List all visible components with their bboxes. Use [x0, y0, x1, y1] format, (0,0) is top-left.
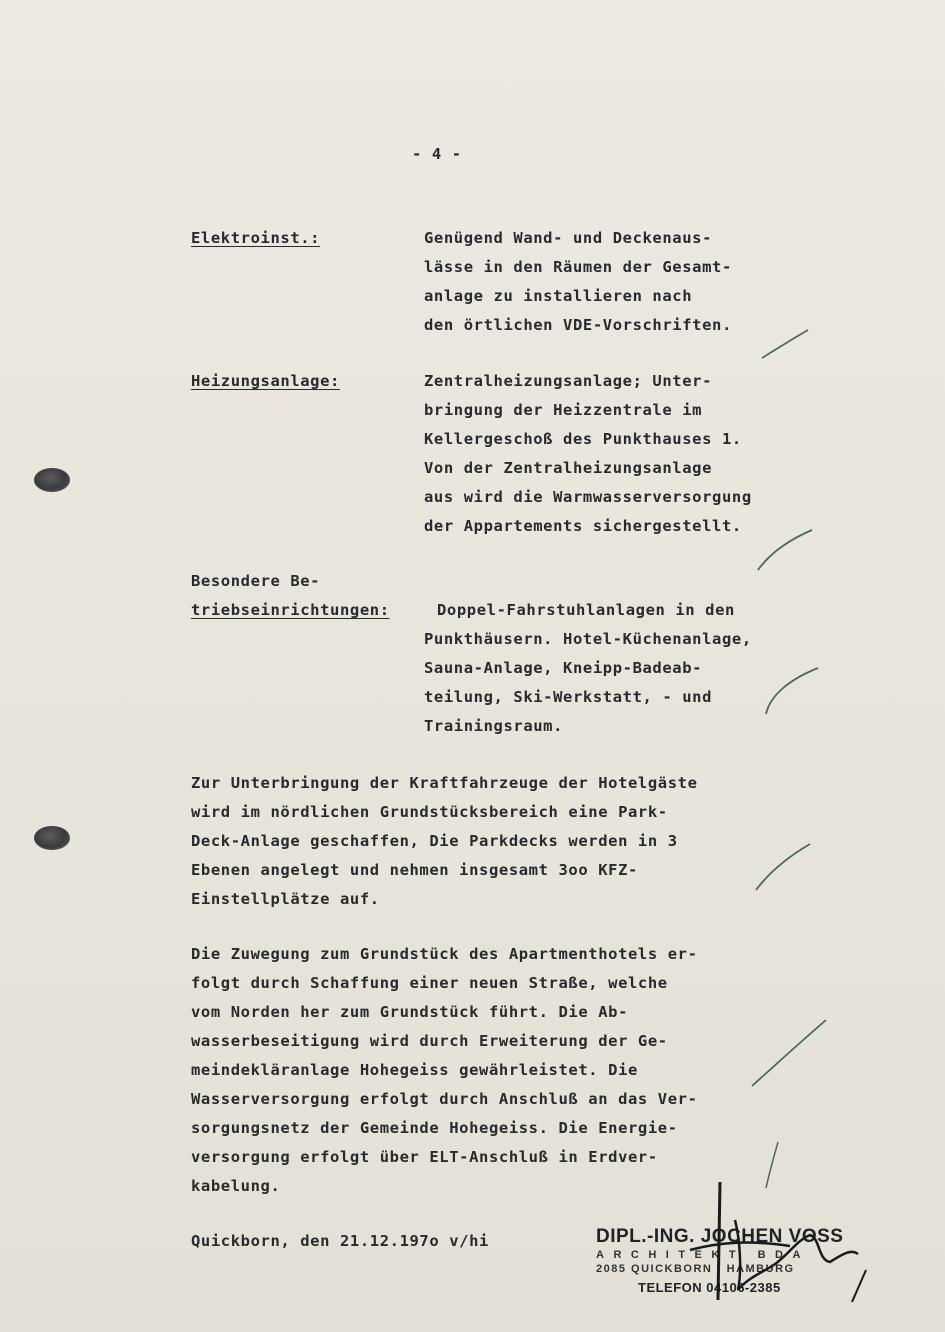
text-line: Sauna-Anlage, Kneipp-Badeab- — [424, 659, 703, 677]
text-line: meindekläranlage Hohegeiss gewährleistet. Die — [191, 1061, 638, 1079]
handwritten-signature — [680, 1180, 880, 1310]
section-label-heizung: Heizungsanlage: — [191, 372, 340, 390]
punch-hole — [34, 826, 70, 850]
text-line: bringung der Heizzentrale im — [424, 401, 703, 419]
check-mark-icon — [754, 526, 814, 574]
section-text-betrieb — [424, 625, 752, 741]
text-line: versorgung erfolgt über ELT-Anschluß in Erdver- — [191, 1148, 658, 1166]
section-text-betrieb-first: Doppel-Fahrstuhlanlagen in den — [437, 601, 735, 619]
section-label-betrieb-1: Besondere Be- — [191, 572, 321, 590]
punch-hole — [34, 468, 70, 492]
check-mark-icon — [758, 328, 810, 364]
text-line: aus wird die Warmwasserversorgung — [424, 488, 752, 506]
text-line: sorgungsnetz der Gemeinde Hohegeiss. Die Energie- — [191, 1119, 678, 1137]
stamp-line-title: ARCHITEKT BDA — [596, 1249, 810, 1261]
text-line: Punkthäusern. Hotel-Küchenanlage, — [424, 630, 752, 648]
section-text-elektro — [424, 224, 732, 340]
text-line: Trainingsraum. — [424, 717, 564, 735]
text-line: Von der Zentralheizungsanlage — [424, 459, 713, 477]
text-line: vom Norden her zum Grundstück führt. Die Ab- — [191, 1003, 628, 1021]
check-mark-icon — [762, 1140, 782, 1190]
text-line: Wasserversorgung erfolgt durch Anschluß an das Ver- — [191, 1090, 698, 1108]
text-line: der Appartements sichergestellt. — [424, 517, 742, 535]
check-mark-icon — [748, 1018, 828, 1090]
check-mark-icon — [752, 842, 812, 894]
page-number: - 4 - — [412, 145, 462, 163]
text-line: Kellergeschoß des Punkthauses 1. — [424, 430, 742, 448]
text-line: Einstellplätze auf. — [191, 890, 380, 908]
text-line: anlage zu installieren nach — [424, 287, 693, 305]
text-line: Zentralheizungsanlage; Unter- — [424, 372, 713, 390]
text-line: teilung, Ski-Werkstatt, - und — [424, 688, 713, 706]
stamp-line-address: 2085 QUICKBORN · HAMBURG — [596, 1263, 795, 1275]
text-line: Genügend Wand- und Deckenaus- — [424, 229, 713, 247]
place-date: Quickborn, den 21.12.197o v/hi — [191, 1232, 489, 1250]
section-label-betrieb-2: triebseinrichtungen: — [191, 601, 390, 619]
text-line: den örtlichen VDE-Vorschriften. — [424, 316, 732, 334]
stamp-line-name: DIPL.-ING. JOCHEN VOSS — [596, 1226, 844, 1247]
text-line: wasserbeseitigung wird durch Erweiterung der Ge- — [191, 1032, 668, 1050]
section-label-elektro: Elektroinst.: — [191, 229, 321, 247]
paragraph-parking — [191, 769, 698, 914]
text-line: Deck-Anlage geschaffen, Die Parkdecks werden in 3 — [191, 832, 678, 850]
text-line: wird im nördlichen Grundstücksbereich eine Park- — [191, 803, 668, 821]
stamp-line-phone: TELEFON 04106-2385 — [638, 1280, 781, 1295]
text-line: Ebenen angelegt und nehmen insgesamt 3oo KFZ- — [191, 861, 638, 879]
text-line: Zur Unterbringung der Kraftfahrzeuge der Hotelgäste — [191, 774, 698, 792]
paragraph-access — [191, 940, 698, 1201]
section-text-heizung — [424, 367, 752, 541]
text-line: folgt durch Schaffung einer neuen Straße, welche — [191, 974, 668, 992]
text-line: lässe in den Räumen der Gesamt- — [424, 258, 732, 276]
check-mark-icon — [762, 666, 820, 718]
text-line: kabelung. — [191, 1177, 281, 1195]
text-line: Die Zuwegung zum Grundstück des Apartmenthotels er- — [191, 945, 698, 963]
